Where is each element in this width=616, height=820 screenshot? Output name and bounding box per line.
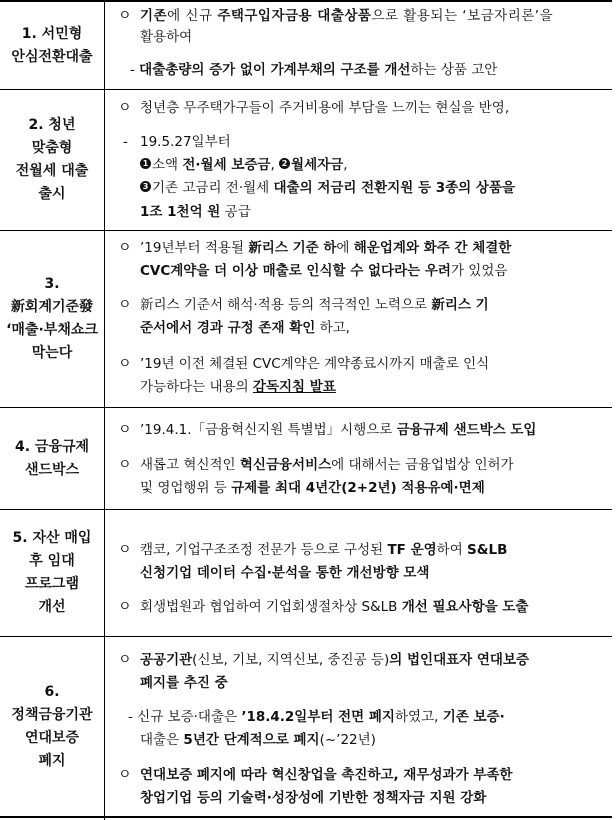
bullet-icon: ㅇ xyxy=(118,8,132,24)
row-text xyxy=(140,155,348,175)
row-text xyxy=(140,238,511,258)
text-segment: 에 xyxy=(336,240,354,256)
text-segment: 폐지를 추진 중 xyxy=(140,675,228,691)
text-segment: 혁신금융서비스 xyxy=(239,457,332,473)
text-segment: 대출총량의 증가 없이 가계부채의 구조를 개선 xyxy=(139,62,411,78)
text-segment: 하여 xyxy=(436,542,468,558)
text-segment: 전·월세 보증금 xyxy=(182,157,271,173)
row-category: 5. 자산 매입 후 임대 프로그램 개선 xyxy=(12,530,92,615)
text-segment: 공급 xyxy=(220,204,251,220)
text-segment: 개선 필요사항을 도출 xyxy=(401,599,529,615)
text-segment: (~’22년) xyxy=(319,732,376,748)
bullet-icon: ㅇ xyxy=(118,652,132,668)
text-segment: ’19년부터 적용될 xyxy=(140,240,249,256)
row-text xyxy=(128,707,505,727)
text-segment: 하고, xyxy=(315,320,350,336)
dash-marker: - xyxy=(123,134,128,150)
row-category: 2. 청년 맞춤형 전월세 대출 출시 xyxy=(15,117,89,202)
text-segment: 새롭고 혁신적인 xyxy=(140,457,240,473)
text-segment: 금융규제 샌드박스 도입 xyxy=(396,422,537,438)
bullet-icon: ㅇ xyxy=(118,100,132,116)
text-segment: 감독지침 발표 xyxy=(252,379,336,395)
row-text xyxy=(140,354,489,374)
text-segment: (신보, 기보, 지역신보, 중진공 등) xyxy=(192,652,390,668)
text-segment: S&LB xyxy=(467,542,508,558)
row-text xyxy=(140,27,192,47)
bullet-icon: ㅇ xyxy=(118,240,132,256)
row-text xyxy=(140,6,553,26)
row-text xyxy=(140,597,528,617)
text-segment: 창업기업 등의 기술력·성장성에 기반한 정책자금 지원 강화 xyxy=(140,790,487,806)
text-segment: , xyxy=(343,157,348,173)
text-segment: ’19년 이전 체결된 CVC계약은 계약종료시까지 매출로 인식 xyxy=(140,356,490,372)
text-segment: 소액 xyxy=(152,157,183,173)
number-badge: 1 xyxy=(140,158,151,169)
text-segment: 新리스 기 xyxy=(431,297,489,313)
text-segment: 新리스 기준 하 xyxy=(248,240,337,256)
text-segment: 신청기업 데이터 수집·분석을 통한 개선방향 모색 xyxy=(140,565,430,581)
row-category: 3. 新회계기준發 ‘매출·부채쇼크 막는다 xyxy=(6,276,98,361)
text-segment: 에 대해서는 금융업법상 인허가 xyxy=(331,457,514,473)
text-segment: 회생법원과 협업하여 기업회생절차상 S&LB xyxy=(140,599,402,615)
row-text xyxy=(140,765,512,785)
row-category: 1. 서민형 안심전환대출 xyxy=(11,25,93,65)
text-segment: ’19.4.1.「금융혁신지원 특별법」시행으로 xyxy=(140,422,397,438)
row-text xyxy=(140,455,514,475)
text-segment: TF 운영 xyxy=(387,542,437,558)
row-category: 4. 금융규제 샌드박스 xyxy=(14,438,90,478)
row-text xyxy=(130,60,497,80)
bullet-icon: ㅇ xyxy=(118,767,132,783)
text-segment: 캠코, 기업구조조정 전문가 등으로 구성된 xyxy=(140,542,388,558)
column-divider xyxy=(104,0,105,820)
text-segment: 준서에서 경과 규정 존재 확인 xyxy=(140,320,316,336)
row-text xyxy=(140,318,350,338)
bullet-icon: ㅇ xyxy=(118,297,132,313)
text-segment: 해운업계와 화주 간 체결한 xyxy=(353,240,512,256)
text-segment: 가능하다는 내용의 xyxy=(140,379,253,395)
row-text xyxy=(140,202,251,222)
text-segment: 기존 보증· xyxy=(442,709,505,725)
text-segment: 의 법인대표자 연대보증 xyxy=(389,652,530,668)
text-segment: 공공기관 xyxy=(140,652,193,668)
bullet-icon: ㅇ xyxy=(118,356,132,372)
row-text xyxy=(140,261,507,281)
text-segment: 新리스 기준서 해석·적용 등의 적극적인 노력으로 xyxy=(140,297,432,313)
text-segment: 에 신규 xyxy=(167,8,218,24)
row-text: 19.5.27일부터 xyxy=(140,134,231,150)
text-segment: 기존 xyxy=(140,8,168,24)
text-segment: ’18.4.2일부터 전면 폐지 xyxy=(241,709,395,725)
row-border xyxy=(0,816,612,818)
text-segment: - xyxy=(130,62,140,78)
text-segment: 하는 상품 고안 xyxy=(410,62,498,78)
text-segment: 으로 활용되는 ‘보금자리론’을 xyxy=(371,8,554,24)
text-segment: 및 영업행위 등 xyxy=(140,480,232,496)
text-segment: - 신규 보증·대출은 xyxy=(128,709,242,725)
row-text xyxy=(140,650,529,670)
text-segment: 5년간 단계적으로 폐지 xyxy=(183,732,320,748)
text-segment: 청년층 무주택가구들이 주거비용에 부담을 느끼는 현실을 반영, xyxy=(140,100,510,116)
row-text xyxy=(140,730,376,750)
bullet-icon: ㅇ xyxy=(118,457,132,473)
text-segment: 1조 1천억 원 xyxy=(140,204,221,220)
text-segment: 주택구입자금용 대출상품 xyxy=(217,8,372,24)
text-segment: 월세자금 xyxy=(291,157,344,173)
text-segment: , xyxy=(270,157,280,173)
row-text xyxy=(140,673,228,693)
bullet-icon: ㅇ xyxy=(118,422,132,438)
row-text xyxy=(140,788,486,808)
text-segment: 기존 고금리 전·월세 xyxy=(152,180,274,196)
row-text xyxy=(140,420,536,440)
row-text xyxy=(140,540,507,560)
text-segment: 하였고, xyxy=(394,709,443,725)
row-text xyxy=(140,178,515,198)
text-segment: 대출은 xyxy=(140,732,184,748)
text-segment: 연대보증 폐지에 따라 혁신창업을 촉진하고, 재무성과가 부족한 xyxy=(140,767,513,783)
text-segment: 가 있었음 xyxy=(450,263,508,279)
text-segment: CVC계약을 더 이상 매출로 인식할 수 없다라는 우려 xyxy=(140,263,451,279)
row-text xyxy=(140,295,489,315)
bullet-icon: ㅇ xyxy=(118,599,132,615)
row-text xyxy=(140,98,509,118)
bullet-icon: ㅇ xyxy=(118,542,132,558)
text-segment: 활용하여 xyxy=(140,29,193,45)
text-segment: 규제를 최대 4년간(2+2년) xyxy=(231,480,397,496)
row-text xyxy=(140,563,429,583)
row-category: 6. 정책금융기관 연대보증 폐지 xyxy=(11,683,93,769)
text-segment: 적용유예·면제 xyxy=(396,480,485,496)
row-text xyxy=(140,478,485,498)
row-text xyxy=(140,377,336,397)
number-badge: 2 xyxy=(279,158,290,169)
number-badge: 3 xyxy=(140,181,151,192)
text-segment: 대출의 저금리 전환지원 등 3종의 상품을 xyxy=(273,180,516,196)
